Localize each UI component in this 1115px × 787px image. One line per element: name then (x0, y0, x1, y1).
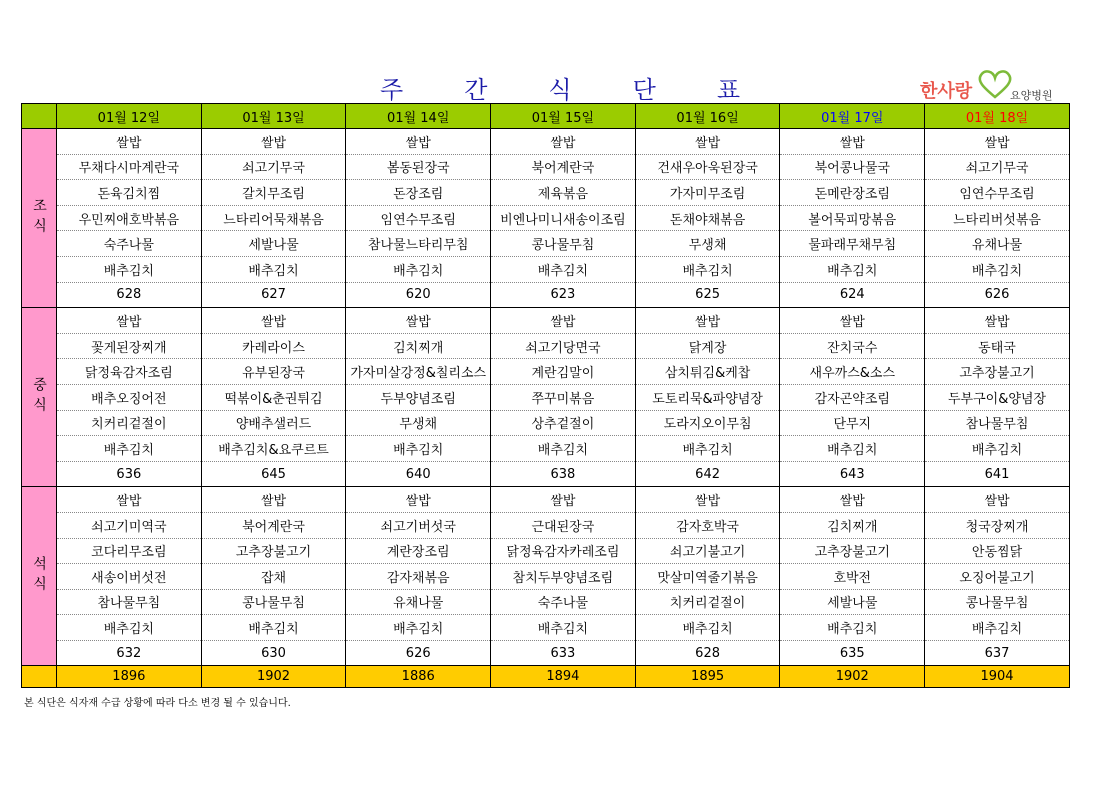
kcal-cell: 638 (491, 461, 636, 487)
dish-cell: 돈장조림 (346, 180, 491, 206)
kcal-cell: 623 (491, 282, 636, 308)
dish-row (22, 564, 1070, 590)
day-header-saturday: 01월 17일 (780, 104, 925, 129)
meal-label (22, 129, 57, 308)
dish-cell: 근대된장국 (491, 512, 636, 538)
dish-row (22, 487, 1070, 513)
kcal-cell: 626 (346, 640, 491, 666)
meal-label-text: 중식 (31, 377, 47, 418)
dish-row (22, 589, 1070, 615)
dish-cell: 고추장불고기 (201, 538, 346, 564)
kcal-cell: 640 (346, 461, 491, 487)
dish-cell: 숙주나물 (57, 231, 202, 257)
dish-cell: 쌀밥 (925, 487, 1070, 513)
dish-cell: 배추김치 (201, 615, 346, 641)
kcal-cell: 643 (780, 461, 925, 487)
dish-cell: 쌀밥 (635, 487, 780, 513)
kcal-cell: 645 (201, 461, 346, 487)
total-kcal: 1896 (57, 666, 202, 688)
dish-cell: 도토리묵&파양념장 (635, 384, 780, 410)
dish-cell: 콩나물무침 (925, 589, 1070, 615)
dish-row (22, 333, 1070, 359)
dish-cell: 카레라이스 (201, 333, 346, 359)
dish-cell: 쌀밥 (57, 129, 202, 155)
dish-cell: 꽃게된장찌개 (57, 333, 202, 359)
dish-row (22, 436, 1070, 462)
kcal-cell: 625 (635, 282, 780, 308)
dish-cell: 쇠고기무국 (925, 154, 1070, 180)
dish-cell: 치커리겉절이 (57, 410, 202, 436)
total-kcal: 1894 (491, 666, 636, 688)
dish-cell: 잡채 (201, 564, 346, 590)
dish-cell: 물파래무채무침 (780, 231, 925, 257)
dish-cell: 쌀밥 (780, 129, 925, 155)
kcal-cell: 636 (57, 461, 202, 487)
dish-cell: 갈치무조림 (201, 180, 346, 206)
dish-cell: 임연수무조림 (925, 180, 1070, 206)
dish-cell: 느타리어묵채볶음 (201, 205, 346, 231)
dish-cell: 쌀밥 (635, 129, 780, 155)
kcal-row (22, 282, 1070, 308)
dish-cell: 배추김치 (57, 256, 202, 282)
meal-label (22, 308, 57, 487)
weekly-menu-table (21, 103, 1070, 688)
dish-cell: 유채나물 (925, 231, 1070, 257)
total-corner (22, 666, 57, 688)
day-header: 01월 14일 (346, 104, 491, 129)
dish-cell: 무생채 (346, 410, 491, 436)
dish-cell: 감자호박국 (635, 512, 780, 538)
dish-cell: 떡볶이&춘권튀김 (201, 384, 346, 410)
dish-cell: 볼어묵피망볶음 (780, 205, 925, 231)
dish-cell: 쌀밥 (201, 129, 346, 155)
dish-cell: 고추장불고기 (925, 359, 1070, 385)
dish-row (22, 615, 1070, 641)
dish-cell: 돈육김치찜 (57, 180, 202, 206)
dish-cell: 북어콩나물국 (780, 154, 925, 180)
dish-cell: 유채나물 (346, 589, 491, 615)
dish-cell: 우민찌애호박볶음 (57, 205, 202, 231)
dish-cell: 배추김치 (925, 436, 1070, 462)
page-title (380, 70, 740, 105)
footnote: 본 식단은 식자재 수급 상황에 따라 다소 변경 될 수 있습니다. (24, 698, 291, 709)
dish-cell: 동태국 (925, 333, 1070, 359)
dish-cell: 쌀밥 (346, 487, 491, 513)
dish-row (22, 154, 1070, 180)
kcal-cell: 624 (780, 282, 925, 308)
dish-cell: 봄동된장국 (346, 154, 491, 180)
dish-cell: 치커리겉절이 (635, 589, 780, 615)
dish-cell: 쇠고기무국 (201, 154, 346, 180)
dish-cell: 코다리무조림 (57, 538, 202, 564)
dish-cell: 배추김치 (925, 615, 1070, 641)
day-header: 01월 13일 (201, 104, 346, 129)
dish-cell: 감자곤약조림 (780, 384, 925, 410)
dish-cell: 배추김치 (635, 436, 780, 462)
dish-cell: 닭계장 (635, 333, 780, 359)
dish-cell: 제육볶음 (491, 180, 636, 206)
heart-icon (975, 69, 1015, 99)
title-char: 표 (716, 76, 740, 104)
dish-row (22, 384, 1070, 410)
dish-cell: 새송이버섯전 (57, 564, 202, 590)
dish-cell: 청국장찌개 (925, 512, 1070, 538)
dish-cell: 돈메란장조림 (780, 180, 925, 206)
dish-cell: 고추장불고기 (780, 538, 925, 564)
dish-cell: 참나물느타리무침 (346, 231, 491, 257)
menu-body (22, 129, 1070, 666)
dish-cell: 무채다시마계란국 (57, 154, 202, 180)
dish-cell: 쌀밥 (780, 487, 925, 513)
dish-cell: 유부된장국 (201, 359, 346, 385)
dish-cell: 임연수무조림 (346, 205, 491, 231)
dish-cell: 쌀밥 (346, 308, 491, 334)
dish-cell: 쌀밥 (780, 308, 925, 334)
meal-label-text: 석식 (31, 556, 47, 597)
kcal-cell: 641 (925, 461, 1070, 487)
dish-cell: 쇠고기불고기 (635, 538, 780, 564)
dish-cell: 쌀밥 (201, 487, 346, 513)
dish-cell: 느타리버섯볶음 (925, 205, 1070, 231)
dish-cell: 단무지 (780, 410, 925, 436)
title-char: 주 (380, 76, 404, 104)
kcal-cell: 630 (201, 640, 346, 666)
dish-cell: 배추김치 (346, 436, 491, 462)
dish-cell: 두부구이&양념장 (925, 384, 1070, 410)
dish-cell: 배추김치 (491, 615, 636, 641)
dish-cell: 계란장조림 (346, 538, 491, 564)
dish-cell: 숙주나물 (491, 589, 636, 615)
day-header-row (22, 104, 1070, 129)
dish-cell: 세발나물 (201, 231, 346, 257)
dish-row (22, 308, 1070, 334)
dish-cell: 도라지오이무침 (635, 410, 780, 436)
dish-cell: 쌀밥 (635, 308, 780, 334)
dish-cell: 쇠고기당면국 (491, 333, 636, 359)
dish-cell: 쭈꾸미볶음 (491, 384, 636, 410)
title-char: 간 (464, 76, 488, 104)
dish-row (22, 359, 1070, 385)
dish-row (22, 256, 1070, 282)
kcal-cell: 627 (201, 282, 346, 308)
kcal-cell: 633 (491, 640, 636, 666)
dish-cell: 배추김치 (57, 436, 202, 462)
dish-cell: 맛살미역줄기볶음 (635, 564, 780, 590)
dish-cell: 배추김치 (635, 615, 780, 641)
logo-brand: 한사랑 (920, 81, 973, 102)
dish-cell: 쌀밥 (925, 129, 1070, 155)
dish-cell: 쇠고기미역국 (57, 512, 202, 538)
kcal-cell: 620 (346, 282, 491, 308)
dish-cell: 배추김치 (635, 256, 780, 282)
dish-cell: 배추김치&요쿠르트 (201, 436, 346, 462)
kcal-row (22, 461, 1070, 487)
dish-cell: 배추김치 (780, 615, 925, 641)
dish-cell: 콩나물무침 (491, 231, 636, 257)
dish-cell: 배추김치 (491, 256, 636, 282)
dish-cell: 돈채야채볶음 (635, 205, 780, 231)
total-kcal: 1895 (635, 666, 780, 688)
dish-row (22, 205, 1070, 231)
dish-cell: 쌀밥 (491, 308, 636, 334)
dish-cell: 닭정육감자카레조림 (491, 538, 636, 564)
title-char: 단 (632, 76, 656, 104)
day-header: 01월 15일 (491, 104, 636, 129)
dish-cell: 새우까스&소스 (780, 359, 925, 385)
total-row (22, 666, 1070, 688)
dish-row (22, 231, 1070, 257)
dish-cell: 안동찜닭 (925, 538, 1070, 564)
dish-cell: 가자미살강정&칠리소스 (346, 359, 491, 385)
dish-cell: 쌀밥 (491, 129, 636, 155)
dish-row (22, 538, 1070, 564)
dish-cell: 배추오징어전 (57, 384, 202, 410)
dish-cell: 잔치국수 (780, 333, 925, 359)
meal-label (22, 487, 57, 666)
dish-cell: 상추겉절이 (491, 410, 636, 436)
dish-row (22, 180, 1070, 206)
dish-row (22, 129, 1070, 155)
dish-cell: 참치두부양념조림 (491, 564, 636, 590)
dish-cell: 감자채볶음 (346, 564, 491, 590)
dish-cell: 계란김말이 (491, 359, 636, 385)
dish-cell: 비엔나미니새송이조림 (491, 205, 636, 231)
dish-cell: 쌀밥 (925, 308, 1070, 334)
dish-cell: 배추김치 (346, 615, 491, 641)
dish-cell: 김치찌개 (346, 333, 491, 359)
dish-cell: 배추김치 (925, 256, 1070, 282)
day-header-sunday: 01월 18일 (925, 104, 1070, 129)
day-header: 01월 12일 (57, 104, 202, 129)
dish-cell: 무생채 (635, 231, 780, 257)
dish-cell: 배추김치 (201, 256, 346, 282)
dish-cell: 쌀밥 (57, 308, 202, 334)
dish-cell: 김치찌개 (780, 512, 925, 538)
total-kcal: 1904 (925, 666, 1070, 688)
dish-cell: 쌀밥 (346, 129, 491, 155)
dish-cell: 참나물무침 (57, 589, 202, 615)
dish-cell: 쌀밥 (57, 487, 202, 513)
dish-cell: 배추김치 (780, 256, 925, 282)
dish-row (22, 512, 1070, 538)
dish-cell: 건새우아욱된장국 (635, 154, 780, 180)
meal-label-text: 조식 (31, 198, 47, 239)
dish-cell: 북어계란국 (491, 154, 636, 180)
dish-cell: 북어계란국 (201, 512, 346, 538)
dish-cell: 호박전 (780, 564, 925, 590)
kcal-cell: 632 (57, 640, 202, 666)
kcal-cell: 628 (635, 640, 780, 666)
dish-cell: 콩나물무침 (201, 589, 346, 615)
dish-cell: 배추김치 (491, 436, 636, 462)
dish-cell: 세발나물 (780, 589, 925, 615)
dish-cell: 닭정육감자조림 (57, 359, 202, 385)
dish-cell: 오징어불고기 (925, 564, 1070, 590)
dish-cell: 두부양념조림 (346, 384, 491, 410)
total-kcal: 1902 (201, 666, 346, 688)
dish-cell: 배추김치 (780, 436, 925, 462)
logo-sub: 요양병원 (1010, 89, 1053, 102)
dish-cell: 가자미무조림 (635, 180, 780, 206)
kcal-cell: 642 (635, 461, 780, 487)
kcal-row (22, 640, 1070, 666)
kcal-cell: 628 (57, 282, 202, 308)
dish-cell: 참나물무침 (925, 410, 1070, 436)
dish-cell: 배추김치 (57, 615, 202, 641)
dish-cell: 쇠고기버섯국 (346, 512, 491, 538)
dish-cell: 양배추샐러드 (201, 410, 346, 436)
dish-cell: 쌀밥 (491, 487, 636, 513)
kcal-cell: 635 (780, 640, 925, 666)
dish-row (22, 410, 1070, 436)
dish-cell: 삼치튀김&케찹 (635, 359, 780, 385)
total-kcal: 1902 (780, 666, 925, 688)
dish-cell: 배추김치 (346, 256, 491, 282)
kcal-cell: 637 (925, 640, 1070, 666)
dish-cell: 쌀밥 (201, 308, 346, 334)
corner-cell (22, 104, 57, 129)
kcal-cell: 626 (925, 282, 1070, 308)
title-char: 식 (548, 76, 572, 104)
total-kcal: 1886 (346, 666, 491, 688)
day-header: 01월 16일 (635, 104, 780, 129)
